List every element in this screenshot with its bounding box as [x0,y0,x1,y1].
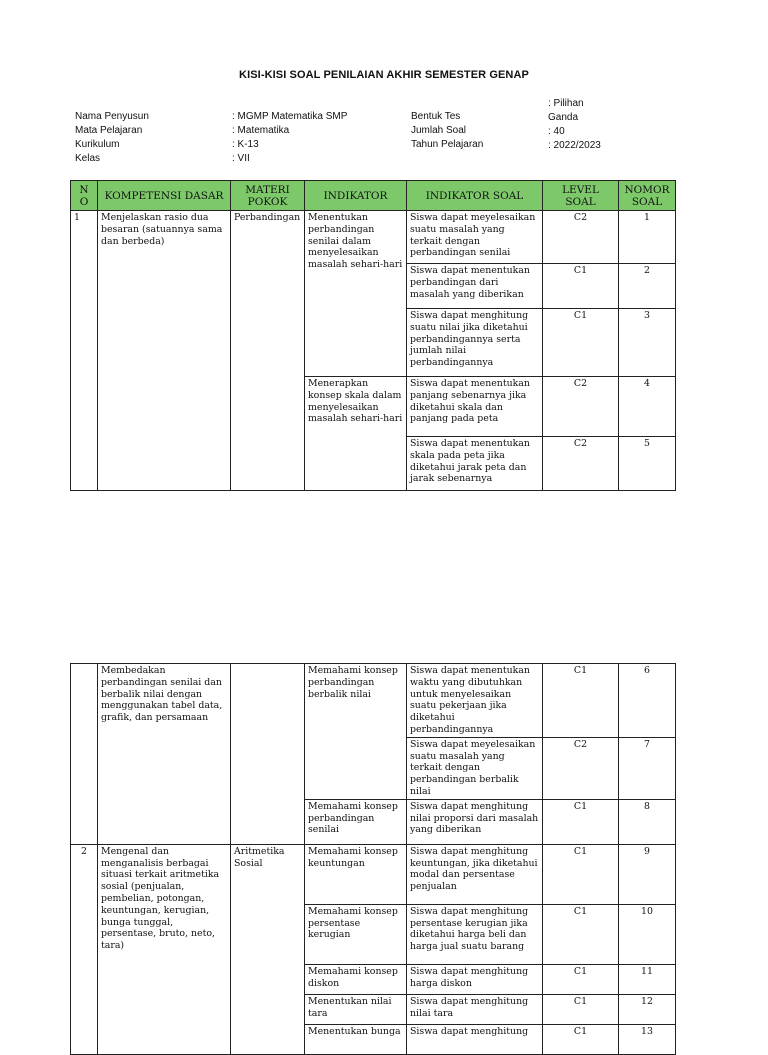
level-soal-cell: C2 [543,377,619,437]
indikator-cell: Menentukan nilai tara [305,994,407,1024]
indikator-soal-cell: Siswa dapat menghitung harga diskon [407,964,543,994]
indikator-cell: Menerapkan konsep skala dalam menyelesaikan masalah sehari-hari [305,377,407,491]
table-row [71,211,676,264]
indikator-soal-cell: Siswa dapat menghitung suatu nilai jika diketahui perbandingannya serta jumlah nilai perbandingannya [407,309,543,377]
table-row [71,664,676,738]
level-soal-cell: C1 [543,799,619,844]
header-no-line2: O [79,195,89,208]
row-number-empty [71,664,98,845]
nomor-soal-cell: 3 [619,309,676,377]
level-soal-cell: C1 [543,904,619,964]
table-row [71,844,676,904]
nomor-soal-cell: 2 [619,264,676,309]
kurikulum-value: : K-13 [232,139,259,150]
header-materi-pokok [231,181,305,211]
indikator-cell: Memahami konsep perbandingan senilai [305,799,407,844]
level-soal-cell: C1 [543,664,619,738]
header-materi-line1: MATERI [245,183,290,196]
tahun-pelajaran-label: Tahun Pelajaran [411,139,484,150]
level-soal-cell: C1 [543,1024,619,1054]
row-number: 2 [71,844,98,1054]
info-labels-right [411,110,483,152]
header-level-line2: SOAL [565,195,596,208]
indikator-soal-cell: Siswa dapat meyelesaikan suatu masalah yang terkait dengan perbandingan berbalik nilai [407,737,543,799]
level-soal-cell: C1 [543,264,619,309]
indikator-soal-cell: Siswa dapat menghitung persentase kerugian jika diketahui harga beli dan harga jual suatu barang [407,904,543,964]
level-soal-cell: C1 [543,994,619,1024]
indikator-soal-cell: Siswa dapat menentukan waktu yang dibutuhkan untuk menyelesaikan suatu pekerjaan jika diketahui perbandingannya [407,664,543,738]
indikator-soal-cell: Siswa dapat menghitung [407,1024,543,1054]
level-soal-cell: C2 [543,437,619,491]
nomor-soal-cell: 11 [619,964,676,994]
bentuk-tes-value-2: Ganda [548,112,579,123]
kompetensi-dasar-cell: Mengenal dan menganalisis berbagai situasi terkait aritmetika sosial (penjualan, pembelian, potongan, keuntungan, kerugian, bunga tunggal, persentase, bruto, neto, tara) [98,844,231,1054]
header-nomor-line2: SOAL [631,195,663,208]
level-soal-cell: C1 [543,844,619,904]
nomor-soal-cell: 7 [619,737,676,799]
header-no-line1: N [79,183,89,196]
indikator-soal-cell: Siswa dapat menentukan panjang sebenarnya jika diketahui skala dan panjang pada peta [407,377,543,437]
kompetensi-dasar-cell: Membedakan perbandingan senilai dan berbalik nilai dengan menggunakan tabel data, grafik, dan persamaan [98,664,231,845]
indikator-soal-cell: Siswa dapat menghitung nilai proporsi dari masalah yang diberikan [407,799,543,844]
indikator-cell: Menentukan perbandingan senilai dalam menyelesaikan masalah sehari-hari [305,211,407,377]
indikator-soal-cell: Siswa dapat menentukan skala pada peta jika diketahui jarak peta dan jarak sebenarnya [407,437,543,491]
header-nomor-soal [619,181,676,211]
info-labels-left [75,110,149,166]
indikator-soal-cell: Siswa dapat menentukan perbandingan dari masalah yang diberikan [407,264,543,309]
info-values-left [232,110,347,166]
header-nomor-line1: NOMOR [624,183,670,196]
nama-penyusun-label: Nama Penyusun [75,111,149,122]
indikator-cell: Memahami konsep keuntungan [305,844,407,904]
document-title: KISI-KISI SOAL PENILAIAN AKHIR SEMESTER GENAP [239,69,529,81]
level-soal-cell: C2 [543,211,619,264]
kelas-label: Kelas [75,153,101,164]
nomor-soal-cell: 13 [619,1024,676,1054]
nomor-soal-cell: 12 [619,994,676,1024]
nomor-soal-cell: 10 [619,904,676,964]
nomor-soal-cell: 1 [619,211,676,264]
nomor-soal-cell: 5 [619,437,676,491]
nomor-soal-cell: 6 [619,664,676,738]
indikator-cell: Menentukan bunga [305,1024,407,1054]
indikator-cell: Memahami konsep persentase kerugian [305,904,407,964]
header-indikator-soal: INDIKATOR SOAL [407,181,543,211]
mata-pelajaran-label: Mata Pelajaran [75,125,143,136]
indikator-cell: Memahami konsep perbandingan berbalik nilai [305,664,407,800]
kelas-value: : VII [232,153,250,164]
indikator-soal-cell: Siswa dapat menghitung nilai tara [407,994,543,1024]
nomor-soal-cell: 4 [619,377,676,437]
nomor-soal-cell: 8 [619,799,676,844]
info-values-right [548,97,601,153]
header-kompetensi-dasar: KOMPETENSI DASAR [98,181,231,211]
table-header-row [71,181,676,211]
indikator-cell: Memahami konsep diskon [305,964,407,994]
bentuk-tes-label: Bentuk Tes [411,111,461,122]
header-materi-line2: POKOK [247,195,288,208]
kisi-kisi-table-page2 [70,663,676,1055]
level-soal-cell: C1 [543,309,619,377]
header-indikator: INDIKATOR [305,181,407,211]
mata-pelajaran-value: : Matematika [232,125,290,136]
header-level-line1: LEVEL [562,183,599,196]
tahun-pelajaran-value: : 2022/2023 [548,140,601,151]
jumlah-soal-value: : 40 [548,126,565,137]
level-soal-cell: C2 [543,737,619,799]
level-soal-cell: C1 [543,964,619,994]
kompetensi-dasar-cell: Menjelaskan rasio dua besaran (satuannya sama dan berbeda) [98,211,231,491]
header-no [71,181,98,211]
row-number: 1 [71,211,98,491]
materi-pokok-cell: Perbandingan [231,211,305,491]
bentuk-tes-value-1: : Pilihan [548,98,584,109]
materi-pokok-cell: Aritmetika Sosial [231,844,305,1054]
materi-pokok-empty [231,664,305,845]
jumlah-soal-label: Jumlah Soal [411,125,467,136]
kurikulum-label: Kurikulum [75,139,120,150]
indikator-soal-cell: Siswa dapat menghitung keuntungan, jika diketahui modal dan persentase penjualan [407,844,543,904]
kisi-kisi-table-page1 [70,180,676,491]
indikator-soal-cell: Siswa dapat meyelesaikan suatu masalah yang terkait dengan perbandingan senilai [407,211,543,264]
nama-penyusun-value: : MGMP Matematika SMP [232,111,348,122]
header-level-soal [543,181,619,211]
nomor-soal-cell: 9 [619,844,676,904]
